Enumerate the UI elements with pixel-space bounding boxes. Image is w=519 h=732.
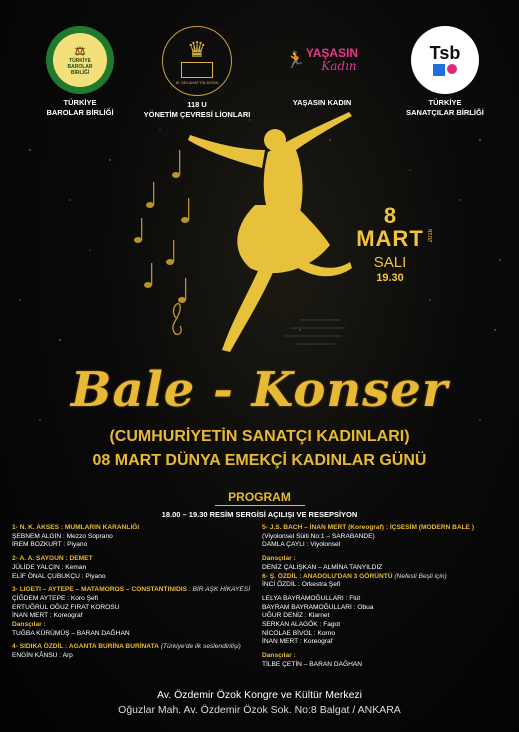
logo-inner-text-3: BİRLİĞİ bbox=[70, 69, 90, 76]
program-item-heading: 2- A. A. SAYGUN : DEMET bbox=[12, 555, 93, 563]
program-item-note: (Nefesli Beşli için) bbox=[394, 572, 447, 580]
performer-line: İNCİ ÖZDİL : Orkestra Şefi bbox=[262, 581, 341, 589]
logo-caption-line-2: BAROLAR BİRLİĞİ bbox=[46, 108, 114, 117]
performer-line: LELYA BAYRAMOĞULLARI : Flüt bbox=[262, 594, 361, 602]
venue-address: Oğuzlar Mah. Av. Özdemir Özok Sok. No:8 Balgat / ANKARA bbox=[118, 704, 401, 716]
date-day: 8 bbox=[383, 203, 397, 228]
performer-line: SERKAN ALAGÖK : Fagot bbox=[262, 621, 341, 629]
lions-crown-emblem-icon: ♛ M. SELAHATTİN AYDIN bbox=[162, 26, 232, 96]
program-underline bbox=[215, 505, 305, 506]
scales-emblem-icon: ⚖ TÜRKİYE BAROLAR BİRLİĞİ bbox=[46, 26, 114, 94]
logo-caption-line-1: YAŞASIN KADIN bbox=[292, 98, 352, 107]
tsb-logo-icon bbox=[411, 26, 479, 94]
program-heading: PROGRAM bbox=[228, 490, 291, 504]
dancers-label: Dansçılar : bbox=[262, 555, 296, 563]
logo-inner-text: M. SELAHATTİN AYDIN bbox=[175, 79, 219, 85]
date-year: 2016 bbox=[428, 229, 434, 243]
event-occasion: 08 MART DÜNYA EMEKÇİ KADINLAR GÜNÜ bbox=[92, 452, 427, 469]
program-item-heading: 4- SIDIKA ÖZDİL : AGANTA BURİNA BURİNATA bbox=[12, 643, 159, 651]
program-item-note: : BİR AŞK HİKAYESİ bbox=[188, 586, 251, 594]
logo-inner-text: Tsb bbox=[429, 43, 461, 63]
performer-line: İREM BOZKURT : Piyano bbox=[12, 541, 88, 549]
logo-118u-lions bbox=[137, 26, 257, 120]
event-title: Bale - Konser bbox=[70, 362, 449, 418]
performer-line: ELİF ÖNAL ÇUBUKÇU : Piyano bbox=[12, 572, 106, 580]
logo-caption-line-2: SANATÇILAR BİRLİĞİ bbox=[406, 108, 484, 117]
logo-inner-text-1: TÜRKİYE bbox=[69, 57, 91, 64]
event-date bbox=[340, 205, 440, 284]
date-weekday: SALI bbox=[373, 254, 407, 271]
performer-line: TUĞBA KÜRÜMÜŞ – BARAN DAĞHAN bbox=[12, 629, 130, 637]
logo-caption-line-1: TÜRKİYE bbox=[428, 98, 462, 107]
ballerina-silhouette bbox=[188, 112, 352, 352]
program-left-column bbox=[12, 524, 262, 661]
logo-caption-line-1: TÜRKİYE bbox=[63, 98, 97, 107]
date-month: MART bbox=[356, 226, 424, 251]
program-item-heading: 1- N. K. AKSES : MUMLARIN KARANLIĞI bbox=[12, 524, 140, 531]
logo-turkiye-sanatcilar-birligi bbox=[385, 26, 505, 118]
logo-yasasin-kadin bbox=[262, 26, 382, 108]
performer-line: ENGİN KÂNSU : Arp bbox=[12, 652, 73, 660]
venue-name: Av. Özdemir Özok Kongre ve Kültür Merkezi bbox=[156, 689, 363, 701]
program-right-column bbox=[262, 524, 512, 670]
logo-inner-text-2: Kadın bbox=[321, 59, 357, 73]
performer-line: JÜLİDE YALÇIN : Keman bbox=[12, 563, 87, 571]
program-item-heading: 5- J.S. BACH – İNAN MERT (Koreograf) : İÇSESİM (MODERN BALE ) bbox=[262, 524, 475, 531]
logo-caption-line-1: 118 U bbox=[187, 100, 207, 109]
program-item-heading: 6- Ş. ÖZDİL : ANADOLU'DAN 3 GÖRÜNTÜ bbox=[262, 572, 393, 580]
performer-line: NİCOLAE BİVOL : Korno bbox=[262, 629, 336, 637]
dancers-label: Dansçılar : bbox=[12, 621, 46, 629]
performer-line: ÇİĞDEM AYTEPE : Koro Şefi bbox=[12, 594, 98, 602]
performer-line: TİLBE ÇETİN – BARAN DAĞHAN bbox=[262, 660, 363, 668]
performer-line: UĞUR DENİZ : Klarnet bbox=[262, 612, 330, 620]
performer-line: İNAN MERT : Koreograf bbox=[262, 638, 333, 646]
music-notes-icon bbox=[134, 150, 189, 334]
logo-inner-text-2: BAROLAR bbox=[67, 63, 93, 70]
event-subtitle: (CUMHURİYETİN SANATÇI KADINLARI) bbox=[109, 428, 410, 445]
dancer-logo-icon: 🏃 YAŞASIN Kadın bbox=[285, 46, 359, 73]
performer-line: ERTUĞRUL OĞUZ FIRAT KOROSU bbox=[12, 603, 120, 611]
performer-line: DENİZ ÇALIŞKAN – ALMİNA TANYILDIZ bbox=[262, 563, 383, 571]
performer-line: (Viyolonsel Süiti No:1 – SARABANDE) bbox=[262, 532, 375, 540]
program-item-heading: 3- LIGETI – AYTEPE – MATAMOROS – CONSTANTINIDIS bbox=[12, 586, 187, 594]
date-time: 19.30 bbox=[376, 272, 404, 284]
performer-line: ŞEBNEM ALGIN : Mezzo Soprano bbox=[12, 532, 113, 540]
program-item-note: (Türkiye'de ilk seslendirilişi) bbox=[160, 643, 241, 651]
performer-line: BAYRAM BAYRAMOĞULLARI : Obua bbox=[262, 603, 374, 611]
reception-schedule: 18.00 – 19.30 RESİM SERGİSİ AÇILIŞI VE RESEPSİYON bbox=[161, 510, 358, 519]
performer-line: DAMLA ÇAYLI : Viyolonsel bbox=[262, 541, 341, 549]
performer-line: İNAN MERT : Koreograf bbox=[12, 612, 83, 620]
logo-turkiye-barolar-birligi bbox=[20, 26, 140, 118]
logo-inner-text-1: YAŞASIN bbox=[305, 46, 359, 60]
dancers-label: Dansçılar : bbox=[262, 652, 296, 660]
logo-caption-line-2: YÖNETİM ÇEVRESİ LİONLARI bbox=[143, 110, 251, 119]
